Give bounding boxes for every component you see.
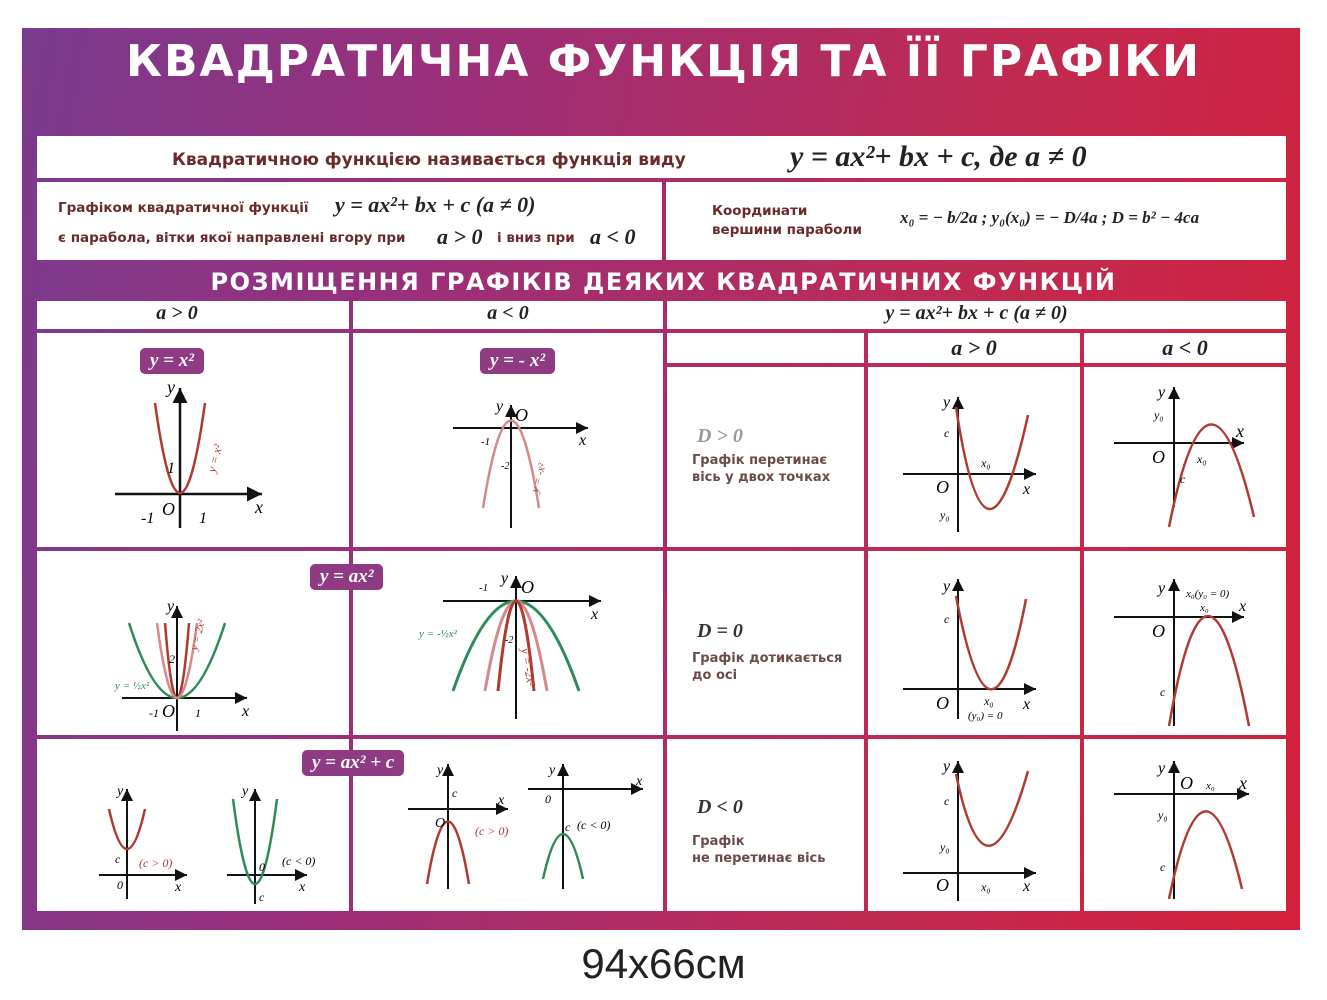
graph-label: y xyxy=(943,578,951,595)
graph-label: y xyxy=(437,763,444,778)
graph-label: (c < 0) xyxy=(577,818,611,832)
graph-y-ax2-pos xyxy=(37,551,349,735)
graph-label: x xyxy=(1239,773,1247,793)
graph-label: (c < 0) xyxy=(282,854,316,868)
d-zero-text-2: до осі xyxy=(692,668,738,683)
graph-label: x xyxy=(1239,598,1247,615)
graph-label: -2 xyxy=(501,461,510,472)
graph-label: y₀ xyxy=(940,508,950,522)
label-origin: O xyxy=(162,499,175,519)
graph-label: O xyxy=(162,701,175,721)
d-neg-text-1: Графік xyxy=(692,834,745,849)
cond-up: a > 0 xyxy=(437,224,483,249)
d-pos-text-2: вісь у двох точках xyxy=(692,470,831,485)
graph-label: x xyxy=(498,793,505,808)
parabola-curve xyxy=(956,596,1026,689)
graph-label: x₀(y₀ = 0) xyxy=(1186,588,1230,600)
graph-label: y xyxy=(167,598,175,615)
label-x: x xyxy=(255,497,263,517)
cell-d-zero-text xyxy=(667,551,864,735)
graph-label: 2 xyxy=(169,652,175,666)
graph-label: O xyxy=(1152,447,1165,467)
graph-label: x₀ xyxy=(1206,780,1215,792)
graph-label: y = -½x² xyxy=(419,628,457,640)
parabola-curve xyxy=(956,771,1028,846)
d-pos-text-1: Графік перетинає xyxy=(692,453,828,468)
label-m1: -1 xyxy=(141,510,155,527)
graph-label: x xyxy=(591,606,599,623)
graph-label: y₀ xyxy=(940,840,950,854)
graph-label: O xyxy=(936,693,949,713)
graph-label: -1 xyxy=(481,436,491,448)
graph-y-ax2-neg xyxy=(353,551,663,735)
graph-label: y xyxy=(242,784,249,799)
d-neg-label: D < 0 xyxy=(697,796,743,818)
graph-label: 0 xyxy=(259,860,265,874)
d-neg-text-2: не перетинає вісь xyxy=(692,851,826,866)
graph-label: x xyxy=(1023,696,1031,713)
graph-label: O xyxy=(515,405,528,425)
graph-label: c xyxy=(565,820,571,834)
graph-label: c xyxy=(115,852,121,866)
graph-label: x xyxy=(242,703,250,720)
graph-label: x xyxy=(579,432,587,449)
graph-d-pos-a-pos xyxy=(868,367,1080,547)
graph-label: y = 2x² xyxy=(188,618,209,652)
graph-label: y xyxy=(1158,760,1166,777)
graph-label: c xyxy=(944,426,950,440)
section-title: РОЗМІЩЕННЯ ГРАФІКІВ ДЕЯКИХ КВАДРАТИЧНИХ ФУНКЦІЙ xyxy=(210,268,1117,296)
cell-d-neg-text xyxy=(667,739,864,911)
graph-y-ax2-c-pos xyxy=(37,739,349,911)
size-label: 94x66см xyxy=(581,940,746,987)
graph-d-zero-a-neg xyxy=(1084,551,1286,735)
vertex-label-2: вершини параболи xyxy=(712,222,862,238)
graph-y-minus-x2 xyxy=(353,333,663,547)
graph-label: y xyxy=(1158,580,1166,597)
label-1y: 1 xyxy=(167,460,175,477)
graph-label: c xyxy=(452,786,458,800)
graph-label: c xyxy=(1180,472,1186,486)
d-pos-label: D > 0 xyxy=(697,425,743,447)
graph-label: x xyxy=(1236,421,1244,441)
graph-label: O xyxy=(521,577,534,597)
graph-info-formula: y = ax²+ bx + c (a ≠ 0) xyxy=(335,192,536,217)
graph-label: y = -2x² xyxy=(518,647,539,688)
definition-formula: y = ax²+ bx + c, де a ≠ 0 xyxy=(790,140,1087,173)
graph-label: y = -x² xyxy=(529,462,549,494)
graph-label: -2 xyxy=(505,635,514,646)
vertex-label-1: Координати xyxy=(712,203,808,219)
graph-label: c xyxy=(944,612,950,626)
graph-y-x2 xyxy=(37,333,349,547)
badge-y-ax2: y = ax² xyxy=(310,564,383,590)
graph-label: O xyxy=(936,875,949,895)
graph-d-zero-a-pos xyxy=(868,551,1080,735)
graph-label: x xyxy=(1023,481,1031,498)
graph-label: y xyxy=(943,394,951,411)
graph-y-ax2-c-neg xyxy=(353,739,663,911)
subheader-a-neg-text: a < 0 xyxy=(1162,335,1208,360)
graph-label: -1 xyxy=(149,706,159,720)
graph-label: c xyxy=(944,794,950,808)
graph-label: x₀ xyxy=(984,694,994,708)
graph-label: x xyxy=(636,774,643,789)
graph-info-label1: Графіком квадратичної функції xyxy=(58,200,309,216)
vertex-formula: x₀ = − b/2a ; y₀(x₀) = − D/4a ; D = b² − 4ca xyxy=(900,208,1200,227)
graph-label: c xyxy=(1160,685,1166,699)
graph-label: (c > 0) xyxy=(139,856,173,870)
cond-down: a < 0 xyxy=(590,224,636,249)
subheader-a-pos-text: a > 0 xyxy=(951,335,997,360)
d-zero-text-1: Графік дотикається xyxy=(692,651,843,666)
graph-label: y xyxy=(1158,384,1166,401)
graph-label: x₀ xyxy=(1200,602,1209,614)
graph-label: x xyxy=(1023,878,1031,895)
graph-label: c xyxy=(1160,860,1166,874)
badge-y-ax2-c: y = ax² + c xyxy=(302,750,404,776)
parabola-curve xyxy=(1169,811,1242,899)
graph-label: x xyxy=(299,880,306,895)
graph-label: c xyxy=(259,890,265,904)
graph-label: (c > 0) xyxy=(475,824,509,838)
graph-label: y xyxy=(549,763,556,778)
graph-label: O xyxy=(1180,773,1193,793)
label-y: y xyxy=(167,377,175,397)
graph-label: O xyxy=(936,477,949,497)
header-a-pos-text: a > 0 xyxy=(156,302,198,324)
graph-d-pos-a-neg xyxy=(1084,367,1286,547)
definition-label: Квадратичною функцією називається функція виду xyxy=(172,150,686,170)
graph-label: y₀ xyxy=(1154,408,1164,422)
label-1: 1 xyxy=(199,510,207,527)
graph-info-label3: і вниз при xyxy=(497,230,575,246)
graph-info-label2: є парабола, вітки якої направлені вгору при xyxy=(58,230,406,246)
graph-label: y xyxy=(501,570,509,587)
graph-label: 0 xyxy=(117,878,123,892)
graph-d-neg-a-neg xyxy=(1084,739,1286,911)
graph-label: x₀ xyxy=(1197,452,1207,466)
graph-label: O xyxy=(435,816,446,831)
graph-label: x xyxy=(175,880,182,895)
graph-label: y xyxy=(943,758,951,775)
cell-sub-blank xyxy=(667,333,864,363)
header-general-text: y = ax²+ bx + c (a ≠ 0) xyxy=(885,302,1068,324)
graph-label: x₀ xyxy=(981,456,991,470)
graph-label: (y₀) = 0 xyxy=(968,710,1003,722)
graph-label: 1 xyxy=(195,706,201,720)
graph-label: y xyxy=(496,398,504,415)
graph-label: y xyxy=(117,784,124,799)
graph-label: y₀ xyxy=(1158,808,1168,822)
badge-y-x2: y = x² xyxy=(140,348,204,374)
parabola-curve xyxy=(1169,616,1249,726)
header-a-neg-text: a < 0 xyxy=(487,302,529,324)
d-zero-label: D = 0 xyxy=(697,620,743,642)
parabola-curve xyxy=(956,407,1031,509)
badge-y-minus-x2: y = - x² xyxy=(480,348,555,374)
label-curve: y = x² xyxy=(204,442,226,474)
page-title: КВАДРАТИЧНА ФУНКЦІЯ ТА ЇЇ ГРАФІКИ xyxy=(126,36,1201,87)
graph-label: 0 xyxy=(545,792,551,806)
graph-label: -1 xyxy=(479,582,489,594)
graph-label: O xyxy=(1152,621,1165,641)
graph-label: x₀ xyxy=(981,880,991,894)
graph-d-neg-a-pos xyxy=(868,739,1080,911)
graph-label: y = ½x² xyxy=(115,680,150,692)
